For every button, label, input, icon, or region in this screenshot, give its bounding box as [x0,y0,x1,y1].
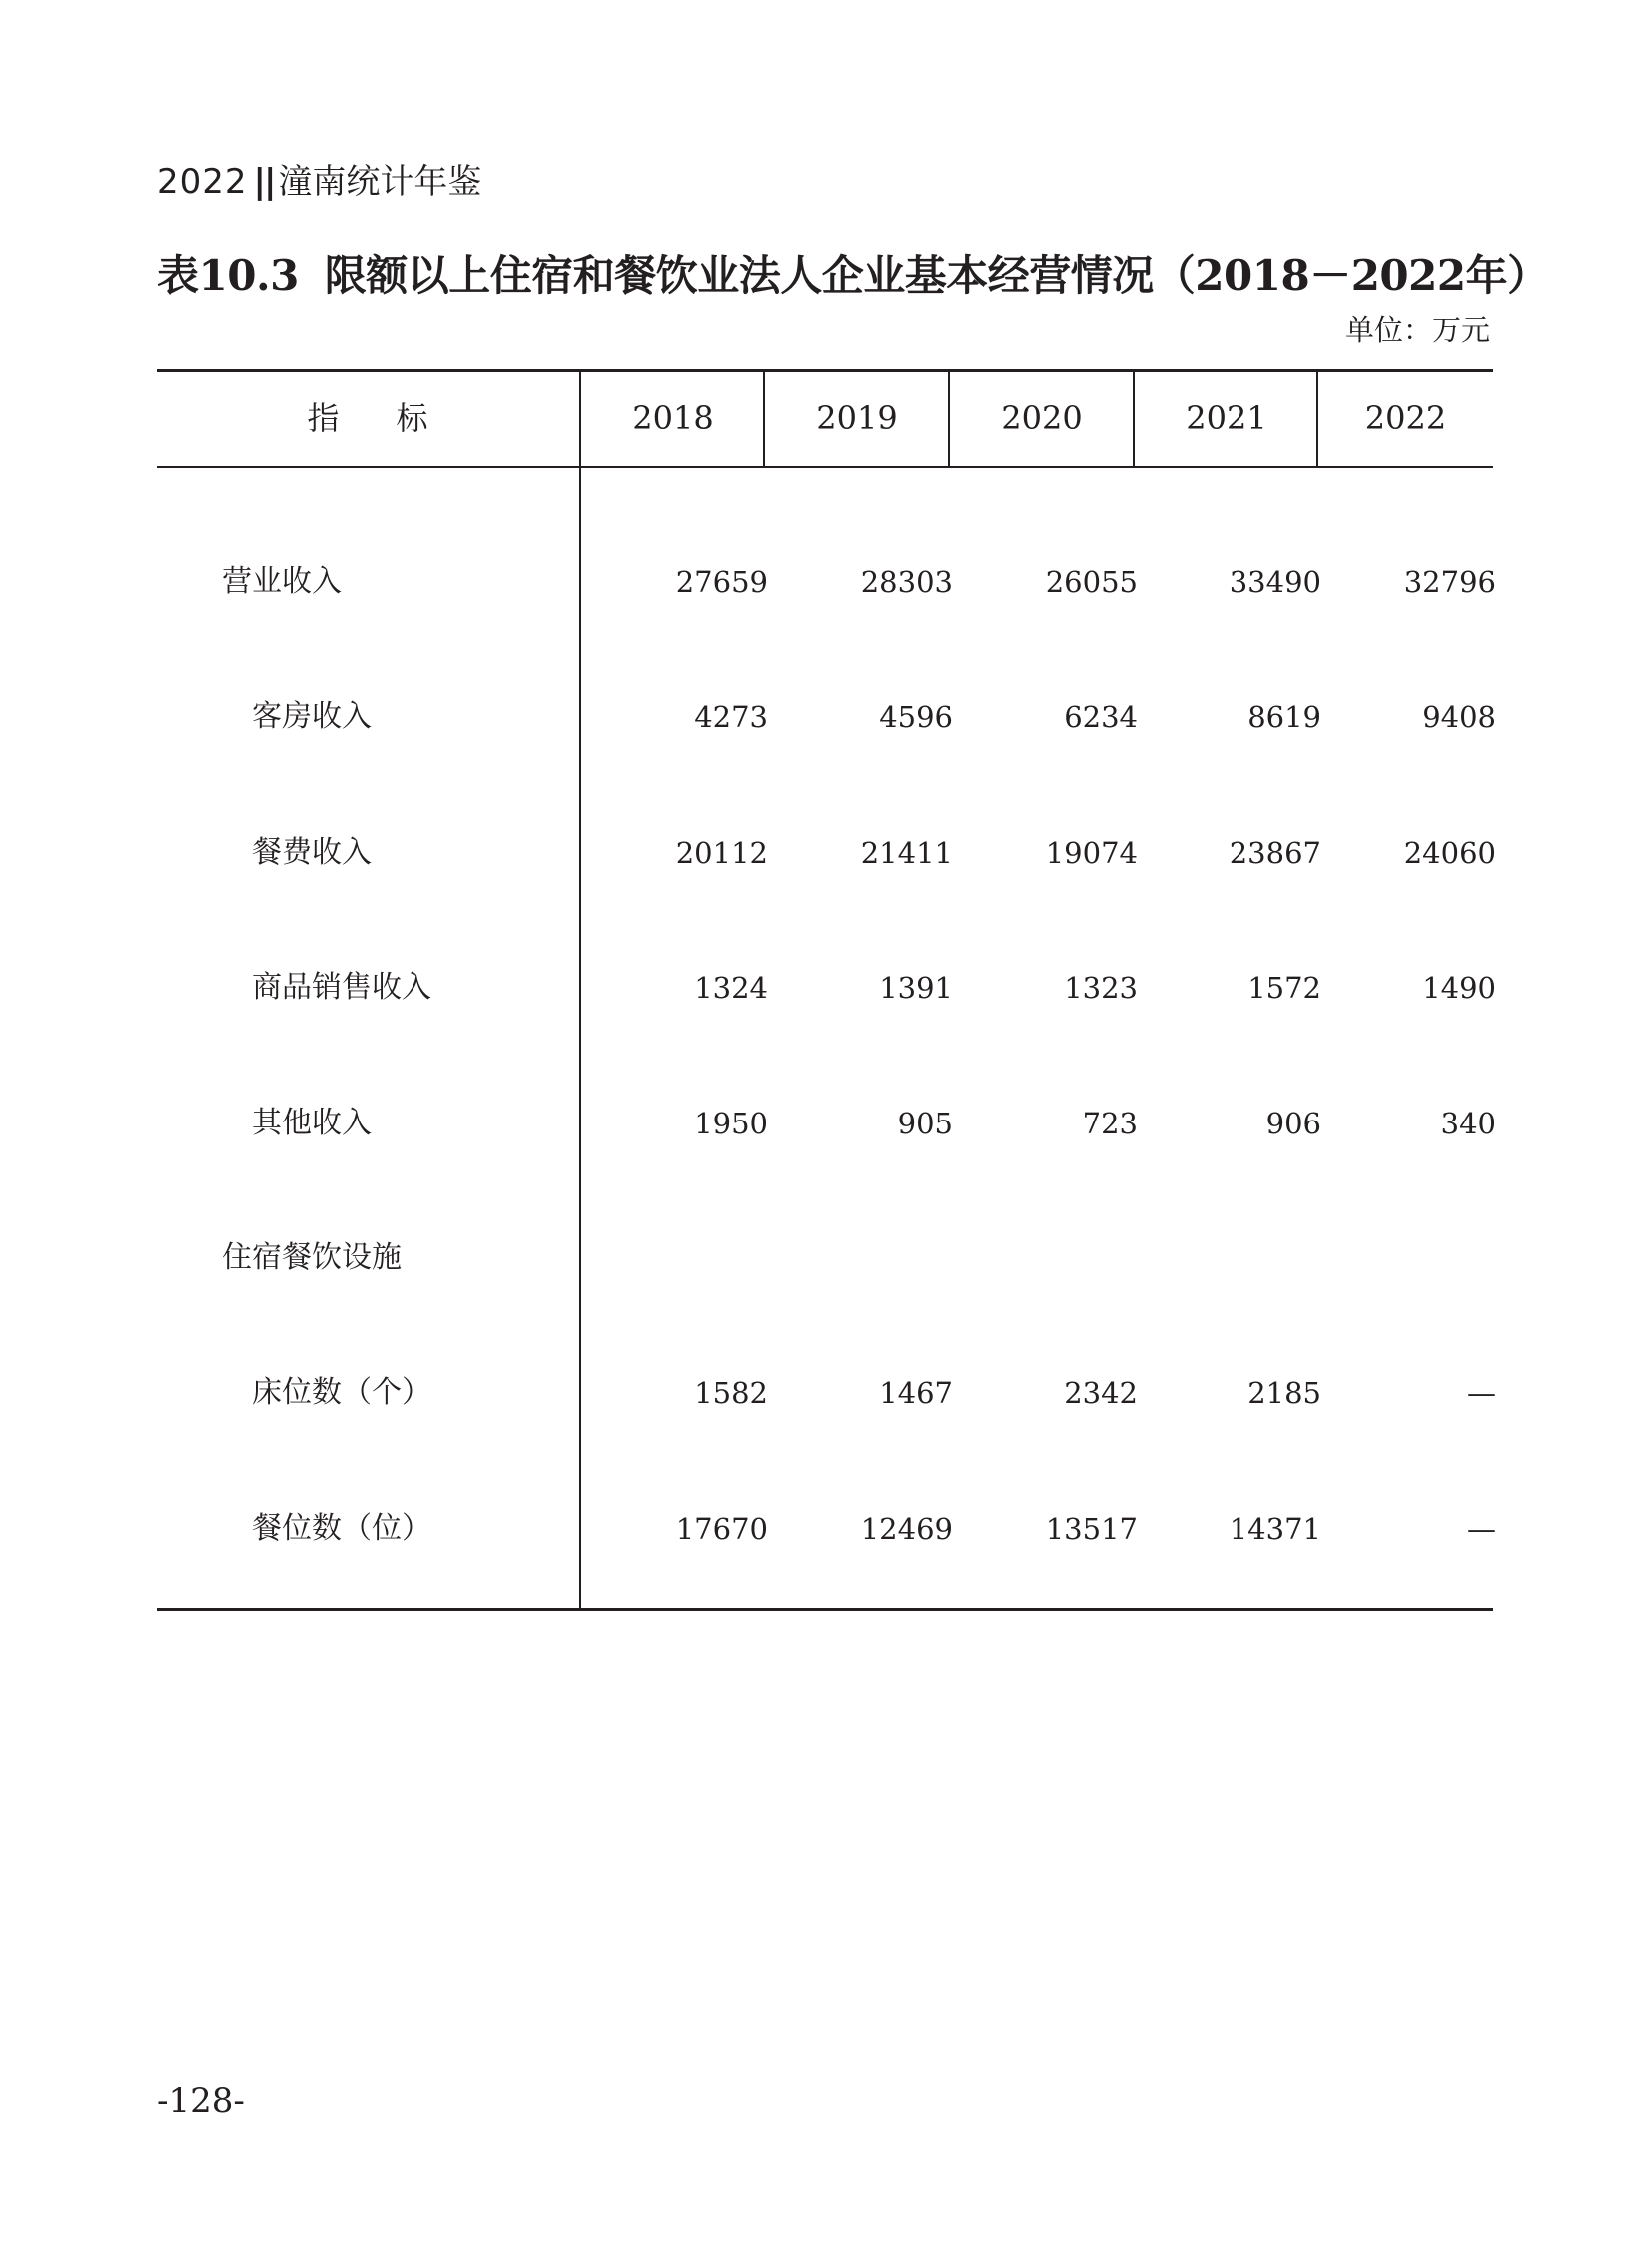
cell-value: 27659 [675,565,768,599]
cell-value: 2342 [1064,1376,1138,1410]
cell-value: 19074 [1045,836,1138,870]
cell-value: — [1467,1376,1496,1410]
cell-value: 1323 [1064,971,1138,1005]
table-bottom-rule [157,1608,1493,1611]
cell-value: 23867 [1229,836,1321,870]
table-row [0,1230,1652,1286]
row-label: 客房收入 [252,699,372,734]
header-column-divider [948,371,950,467]
table-row [0,825,1652,881]
cell-value: 28303 [860,565,953,599]
column-header-2018: 2018 [632,399,714,437]
table-row [0,1501,1652,1557]
cell-value: 723 [1082,1107,1138,1140]
table-unit: 单位：万元 [1344,313,1490,347]
cell-value: 1572 [1247,971,1321,1005]
cell-value: 340 [1440,1107,1496,1140]
cell-value: 33490 [1229,565,1321,599]
page-number: -128- [157,2081,245,2121]
row-label: 餐位数（位） [252,1511,431,1546]
cell-value: 24060 [1403,836,1496,870]
cell-value: 2185 [1247,1376,1321,1410]
row-label: 营业收入 [222,564,342,599]
cell-value: — [1467,1512,1496,1546]
cell-value: 8619 [1247,700,1321,734]
cell-value: 4596 [879,700,953,734]
row-label: 餐费收入 [252,835,372,870]
column-header-2019: 2019 [816,399,898,437]
yearbook-year: 2022 [157,162,248,202]
cell-value: 1950 [694,1107,768,1140]
table-row [0,960,1652,1016]
stub-header-char-2: 标 [396,399,429,437]
header-separator: || [253,162,275,202]
cell-value: 1324 [694,971,768,1005]
stub-header-char-1: 指 [307,399,341,437]
column-header-2021: 2021 [1186,399,1267,437]
cell-value: 1490 [1422,971,1496,1005]
cell-value: 13517 [1045,1512,1138,1546]
column-header-2020: 2020 [1001,399,1083,437]
cell-value: 1582 [694,1376,768,1410]
table-title [157,248,1549,304]
table-header-rule [157,466,1493,468]
header-column-divider [1133,371,1135,467]
running-header [157,160,481,204]
table-title-text: 限额以上住宿和餐饮业法人企业基本经营情况（2018－2022年） [324,251,1549,300]
table-row [0,689,1652,745]
cell-value: 14371 [1229,1512,1321,1546]
row-label: 住宿餐饮设施 [222,1240,402,1275]
cell-value: 21411 [860,836,953,870]
cell-value: 6234 [1064,700,1138,734]
row-label: 其他收入 [252,1106,372,1140]
table-row [0,554,1652,610]
table-row [0,1096,1652,1151]
cell-value: 905 [897,1107,953,1140]
cell-value: 12469 [860,1512,953,1546]
cell-value: 906 [1265,1107,1321,1140]
yearbook-name: 潼南统计年鉴 [278,162,482,202]
column-header-2022: 2022 [1364,399,1447,437]
table-number: 表10.3 [157,251,299,300]
header-column-divider [763,371,765,467]
table-row [0,1365,1652,1421]
row-label: 商品销售收入 [252,970,431,1005]
cell-value: 20112 [675,836,768,870]
cell-value: 17670 [675,1512,768,1546]
cell-value: 26055 [1045,565,1138,599]
row-label: 床位数（个） [252,1375,431,1410]
cell-value: 4273 [694,700,768,734]
header-column-divider [1316,371,1318,467]
cell-value: 32796 [1403,565,1496,599]
cell-value: 1467 [879,1376,953,1410]
cell-value: 1391 [879,971,953,1005]
stub-header [157,372,579,466]
cell-value: 9408 [1422,700,1496,734]
